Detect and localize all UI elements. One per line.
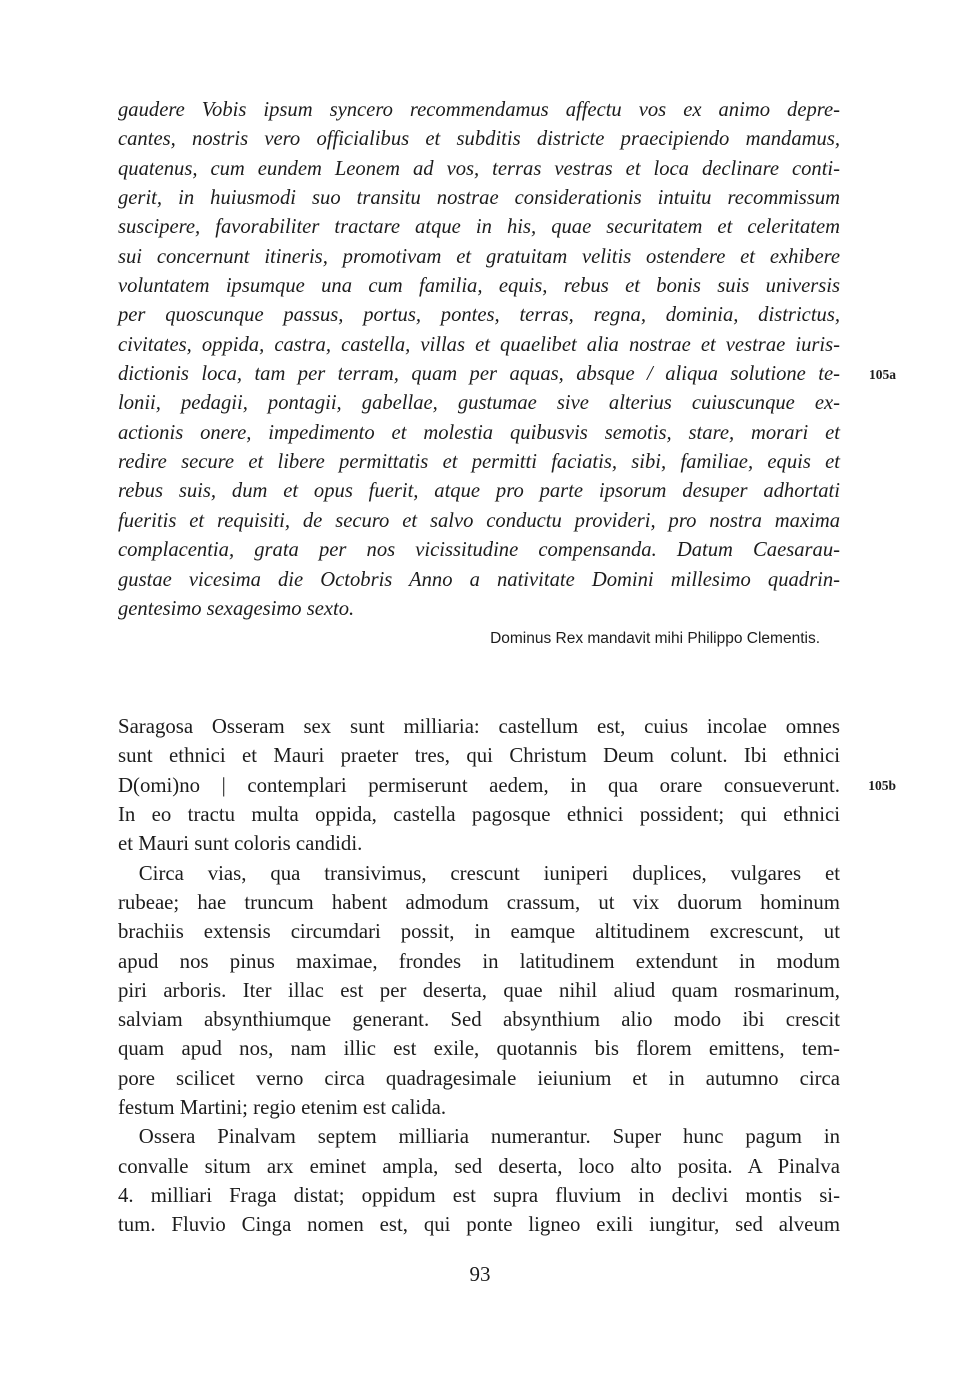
charter-line: fueritis et requisiti, de securo et salvo conductu provideri, pro nostra maxima [118, 509, 840, 532]
text-line: festum Martini; regio etenim est calida. [118, 1096, 447, 1120]
margin-folio-note: 105a [869, 367, 896, 383]
charter-text [118, 96, 896, 652]
charter-line: civitates, oppida, castra, castella, villas et quaelibet alia nostrae et vestrae iuris- [118, 333, 840, 356]
text-line: piri arboris. Iter illac est per deserta, quae nihil aliud quam rosmarinum, [118, 978, 840, 1002]
charter-line: gentesimo sexagesimo sexto. [118, 597, 355, 620]
text-line: convalle situm arx eminet ampla, sed deserta, loco alto posita. A Pinalva [118, 1154, 840, 1178]
charter-line: per quoscunque passus, portus, pontes, terras, regna, dominia, districtus, [118, 304, 840, 327]
charter-line: sui concernunt itineris, promotivam et gratuitam velitis ostendere et exhibere [118, 245, 840, 268]
charter-line: suscipere, favorabiliter tractare atque in his, quae securitatem et celeritatem [118, 216, 840, 239]
text-line: salviam absynthiumque generant. Sed absynthium alio modo ibi crescit [118, 1008, 840, 1032]
text-line: In eo tractu multa oppida, castella pagosque ethnici possident; qui ethnici [118, 803, 840, 827]
paragraph [118, 712, 896, 858]
paragraph [118, 859, 840, 1123]
text-line: tum. Fluvio Cinga nomen est, qui ponte ligneo exili iungitur, sed alveum [118, 1213, 840, 1237]
text-line: et Mauri sunt coloris candidi. [118, 832, 363, 856]
charter-line: dictionis loca, tam per terram, quam per aquas, absque / aliqua solutione te- [118, 363, 840, 386]
charter-line: quatenus, cum eundem Leonem ad vos, terras vestras et loca declinare conti- [118, 157, 840, 180]
narrative-text [118, 712, 896, 1239]
charter-line: gustae vicesima die Octobris Anno a nativitate Domini millesimo quadrin- [118, 568, 840, 591]
text-line: apud nos pinus maximae, frondes in latitudinem extendunt in modum [118, 949, 840, 973]
paragraph [118, 1122, 840, 1239]
signature-line: Dominus Rex mandavit mihi Philippo Clementis. [490, 630, 820, 648]
charter-line: voluntatem ipsumque una cum familia, equis, rebus et bonis suis universis [118, 275, 840, 298]
charter-line: gaudere Vobis ipsum syncero recommendamus affectu vos ex animo depre- [118, 99, 840, 121]
charter-line-with-note [118, 360, 896, 389]
charter-line: lonii, pedagii, pontagii, gabellae, gustumae sive alterius cuiuscunque ex- [118, 392, 840, 415]
text-line: rubeae; hae truncum habent admodum crassum, ut vix duorum hominum [118, 890, 840, 914]
page-number: 93 [469, 1262, 491, 1286]
text-line: D(omi)no | contemplari permiserunt aedem, in qua orare consueverunt. [118, 773, 840, 797]
text-line: brachiis extensis circumdari possit, in eamque altitudinem excrescunt, ut [118, 920, 840, 944]
text-line: Saragosa Osseram sex sunt milliaria: castellum est, cuius incolae omnes [118, 715, 840, 739]
charter-line: gerit, in huiusmodi suo transitu nostrae considerationis intuitu recommissum [118, 187, 840, 210]
charter-line: complacentia, grata per nos vicissitudine compensanda. Datum Caesarau- [118, 539, 840, 562]
text-line: quam apud nos, nam illic est exile, quotannis bis florem emittens, tem- [118, 1037, 840, 1061]
charter-line: actionis onere, impedimento et molestia quibusvis semotis, stare, morari et [118, 421, 840, 444]
text-line: Circa vias, qua transivimus, crescunt iuniperi duplices, vulgares et [138, 861, 840, 885]
text-line-with-note [118, 771, 896, 800]
charter-line: rebus suis, dum et opus fuerit, atque pro parte ipsorum desuper adhortati [118, 480, 840, 503]
margin-folio-note: 105b [868, 777, 896, 793]
text-line: sunt ethnici et Mauri praeter tres, qui Christum Deum colunt. Ibi ethnici [118, 744, 840, 768]
text-line: 4. milliari Fraga distat; oppidum est supra fluvium in declivi montis si- [118, 1183, 840, 1207]
text-line: pore scilicet verno circa quadragesimale ieiunium et in autumno circa [118, 1066, 840, 1090]
charter-line: redire secure et libere permittatis et permitti faciatis, sibi, familiae, equis et [118, 451, 840, 474]
charter-line: cantes, nostris vero officialibus et subditis districte praecipiendo mandamus, [118, 128, 840, 151]
text-line: Ossera Pinalvam septem milliaria numerantur. Super hunc pagum in [138, 1125, 840, 1149]
page-body [118, 96, 896, 1240]
